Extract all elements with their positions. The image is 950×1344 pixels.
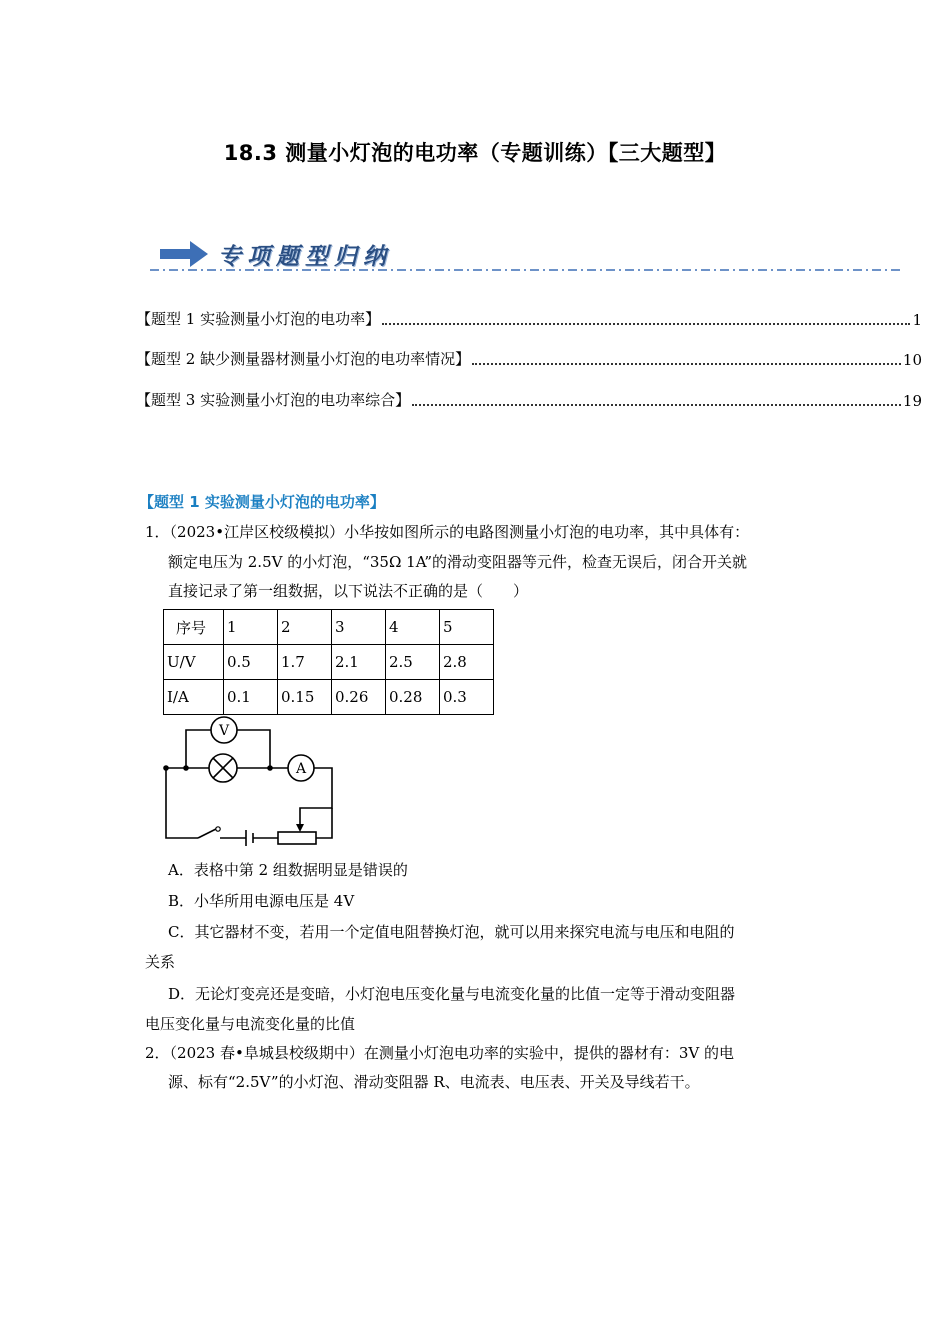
table-cell: 0.3 xyxy=(440,680,494,715)
toc-page-number: 1 xyxy=(912,311,922,329)
table-cell: 2 xyxy=(278,610,332,645)
option-b[interactable]: B．小华所用电源电压是 4V xyxy=(168,892,355,910)
table-cell: 5 xyxy=(440,610,494,645)
table-cell: 2.8 xyxy=(440,645,494,680)
page-title: 18.3 测量小灯泡的电功率（专题训练）【三大题型】 xyxy=(223,141,727,165)
table-cell: 序号 xyxy=(164,610,224,645)
toc-label: 【题型 2 缺少测量器材测量小灯泡的电功率情况】 xyxy=(136,350,471,368)
table-cell: 1 xyxy=(224,610,278,645)
toc-page-number: 10 xyxy=(902,351,922,369)
table-cell: 3 xyxy=(332,610,386,645)
toc-label: 【题型 3 实验测量小灯泡的电功率综合】 xyxy=(136,391,411,409)
toc-label: 【题型 1 实验测量小灯泡的电功率】 xyxy=(136,310,381,328)
table-cell: 2.1 xyxy=(332,645,386,680)
circuit-diagram xyxy=(160,712,350,852)
voltmeter-label: V xyxy=(218,723,230,739)
table-cell: 1.7 xyxy=(278,645,332,680)
table-row xyxy=(164,645,494,680)
toc-leader-dots xyxy=(382,322,910,325)
table-cell: 0.1 xyxy=(224,680,278,715)
table-cell: 0.5 xyxy=(224,645,278,680)
toc-item-2[interactable] xyxy=(136,347,922,369)
table-cell: 4 xyxy=(386,610,440,645)
option-c[interactable]: C．其它器材不变，若用一个定值电阻替换灯泡，就可以用来探究电流与电压和电阻的 xyxy=(168,923,735,941)
data-table xyxy=(163,609,494,715)
option-c-continued: 关系 xyxy=(145,953,176,971)
table-cell: I/A xyxy=(164,680,224,715)
q1-stem-line-3: 直接记录了第一组数据，以下说法不正确的是（ ） xyxy=(168,582,529,600)
q1-stem-line-2: 额定电压为 2.5V 的小灯泡，“35Ω 1A”的滑动变阻器等元件，检查无误后，闭合开关就 xyxy=(168,553,748,571)
banner-title: 专项题型归纳 xyxy=(218,243,392,270)
toc-leader-dots xyxy=(412,403,901,406)
section-heading: 【题型 1 实验测量小灯泡的电功率】 xyxy=(139,493,385,511)
option-d[interactable]: D．无论灯变亮还是变暗，小灯泡电压变化量与电流变化量的比值一定等于滑动变阻器 xyxy=(168,985,736,1003)
table-cell: 0.28 xyxy=(386,680,440,715)
toc-item-3[interactable] xyxy=(136,388,922,410)
table-row xyxy=(164,680,494,715)
ammeter-label: A xyxy=(295,761,307,777)
table-cell: 0.26 xyxy=(332,680,386,715)
toc-page-number: 19 xyxy=(902,392,922,410)
table-cell: U/V xyxy=(164,645,224,680)
table-cell: 2.5 xyxy=(386,645,440,680)
q2-stem-line-1: 2．（2023 春•阜城县校级期中）在测量小灯泡电功率的实验中，提供的器材有：3V 的电 xyxy=(145,1044,734,1062)
toc-item-1[interactable] xyxy=(136,307,922,329)
table-cell: 0.15 xyxy=(278,680,332,715)
q1-stem-line-1: 1．（2023•江岸区校级模拟）小华按如图所示的电路图测量小灯泡的电功率，其中具体有： xyxy=(145,523,750,541)
arrow-right-icon xyxy=(160,241,208,267)
toc-leader-dots xyxy=(472,362,901,365)
q2-stem-line-2: 源、标有“2.5V”的小灯泡、滑动变阻器 R、电流表、电压表、开关及导线若干。 xyxy=(168,1073,700,1091)
table-row xyxy=(164,610,494,645)
option-a[interactable]: A．表格中第 2 组数据明显是错误的 xyxy=(168,861,408,879)
option-d-continued: 电压变化量与电流变化量的比值 xyxy=(145,1015,356,1033)
